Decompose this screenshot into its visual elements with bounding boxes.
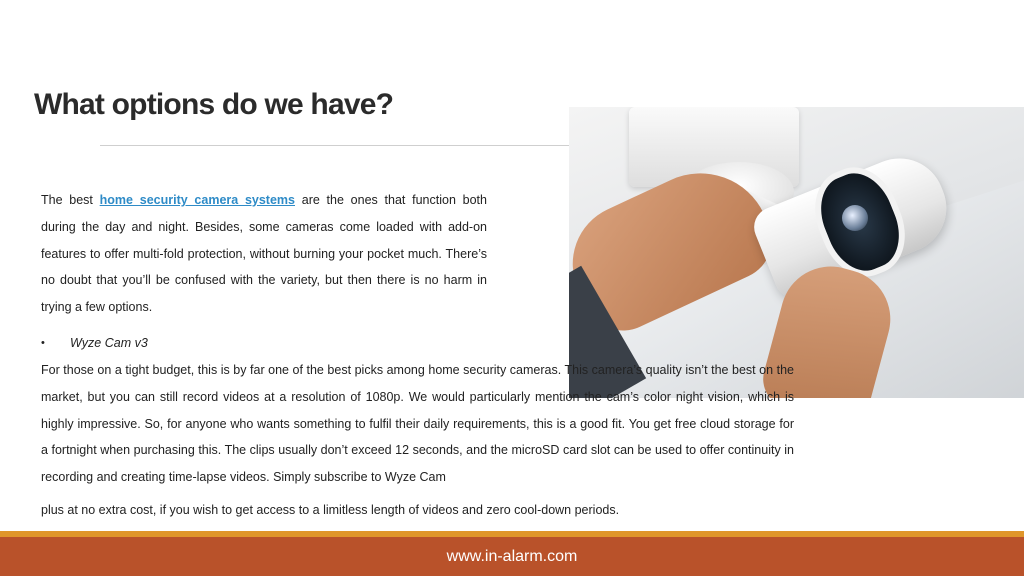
product-description (41, 357, 794, 524)
security-camera-photo (569, 107, 1024, 398)
product-description-main: For those on a tight budget, this is by far one of the best picks among home security cameras. This camera’s quality isn’t the best on the market, but you can still record videos at a resolution of 1080p. We would particularly mention the cam’s color night vision, which is highly impressive. So, for anyone who wants something to fulfil their daily requirements, this is a good fit. You get free cloud storage for a fortnight when purchasing this. The clips usually don’t exceed 12 seconds, and the microSD card slot can be used to offer continuity in recording and creating time-lapse videos. Simply subscribe to Wyze Cam (41, 363, 794, 485)
title-divider (100, 145, 580, 146)
bullet-dot-icon: • (41, 337, 45, 349)
slide-title: What options do we have? (34, 88, 394, 121)
home-security-camera-systems-link[interactable]: home security camera systems (99, 193, 295, 207)
paragraph-gap (41, 491, 794, 497)
intro-paragraph (41, 187, 487, 321)
intro-text-end: are the ones that function both during the day and night. Besides, some cameras come loaded with add-on features to offer multi-fold protection, without burning your pocket much. There’s no doubt that you’ll be confused with the variety, but then there is no harm in trying a few options. (41, 193, 487, 315)
intro-text-start: The best (41, 193, 100, 207)
footer-website: www.in-alarm.com (446, 548, 578, 565)
product-description-tail: plus at no extra cost, if you wish to get access to a limitless length of videos and zero cool-down periods. (41, 502, 620, 517)
bullet-label: Wyze Cam v3 (70, 336, 148, 350)
photo-camera-lens (842, 205, 868, 231)
